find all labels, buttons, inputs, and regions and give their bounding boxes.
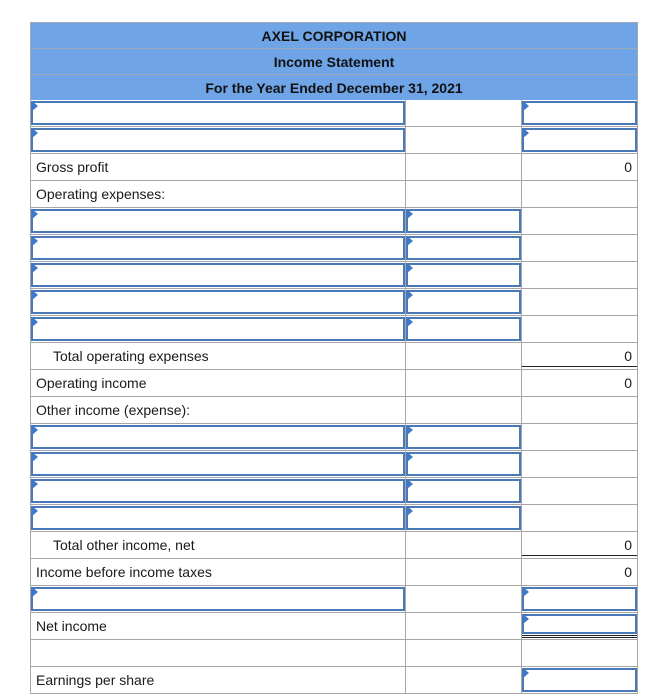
operating-expense-amount-input[interactable] [406, 317, 521, 341]
other-income-row [30, 451, 638, 478]
other-income-amount-input[interactable] [406, 506, 521, 530]
operating-expense-row [30, 289, 638, 316]
other-income-amount-input[interactable] [406, 452, 521, 476]
cost-amount-input[interactable] [522, 128, 637, 152]
spacer-row [30, 640, 638, 667]
operating-income-value: 0 [624, 375, 632, 391]
operating-expense-row [30, 208, 638, 235]
operating-income-row [30, 370, 638, 397]
gross-profit-value: 0 [624, 159, 632, 175]
total-operating-expenses-label: Total operating expenses [53, 348, 209, 364]
gross-profit-label: Gross profit [36, 159, 109, 175]
other-income-heading-row [30, 397, 638, 424]
other-income-amount-input[interactable] [406, 479, 521, 503]
statement-title: Income Statement [30, 48, 638, 74]
revenue-amount-input[interactable] [522, 101, 637, 125]
income-before-taxes-value: 0 [624, 564, 632, 580]
total-operating-expenses-value: 0 [624, 348, 632, 364]
revenue-label-input[interactable] [31, 101, 405, 125]
income-before-taxes-label: Income before income taxes [36, 564, 212, 580]
operating-expense-label-input[interactable] [31, 236, 405, 260]
revenue-input-row [30, 100, 638, 127]
other-income-row [30, 505, 638, 532]
net-income-row [30, 613, 638, 640]
total-operating-expenses-row [30, 343, 638, 370]
operating-expense-row [30, 316, 638, 343]
eps-label: Earnings per share [36, 672, 155, 688]
eps-row [30, 667, 638, 694]
total-other-income-value: 0 [624, 537, 632, 553]
operating-expense-label-input[interactable] [31, 290, 405, 314]
income-before-taxes-row [30, 559, 638, 586]
income-tax-row [30, 586, 638, 613]
operating-expense-row [30, 262, 638, 289]
operating-expense-amount-input[interactable] [406, 209, 521, 233]
net-income-amount-input[interactable] [522, 614, 637, 634]
operating-expenses-heading-row [30, 181, 638, 208]
other-income-label: Other income (expense): [36, 402, 191, 418]
company-name: AXEL CORPORATION [30, 22, 638, 48]
net-income-label: Net income [36, 618, 107, 634]
operating-expense-label-input[interactable] [31, 317, 405, 341]
operating-expense-amount-input[interactable] [406, 236, 521, 260]
statement-period: For the Year Ended December 31, 2021 [30, 74, 638, 100]
total-other-income-row [30, 532, 638, 559]
other-income-label-input[interactable] [31, 479, 405, 503]
subtotal-underline [522, 555, 637, 556]
total-double-underline [522, 635, 637, 638]
income-tax-amount-input[interactable] [522, 587, 637, 611]
cost-input-row [30, 127, 638, 154]
operating-expense-amount-input[interactable] [406, 290, 521, 314]
cost-label-input[interactable] [31, 128, 405, 152]
operating-expense-label-input[interactable] [31, 263, 405, 287]
other-income-row [30, 424, 638, 451]
total-other-income-label: Total other income, net [53, 537, 195, 553]
operating-expense-amount-input[interactable] [406, 263, 521, 287]
eps-amount-input[interactable] [522, 668, 637, 692]
other-income-row [30, 478, 638, 505]
operating-expenses-label: Operating expenses: [36, 186, 166, 202]
other-income-label-input[interactable] [31, 425, 405, 449]
subtotal-underline [522, 366, 637, 367]
operating-expense-label-input[interactable] [31, 209, 405, 233]
operating-expense-row [30, 235, 638, 262]
other-income-label-input[interactable] [31, 452, 405, 476]
gross-profit-row [30, 154, 638, 181]
income-statement-table [30, 22, 638, 694]
other-income-label-input[interactable] [31, 506, 405, 530]
other-income-amount-input[interactable] [406, 425, 521, 449]
income-tax-label-input[interactable] [31, 587, 405, 611]
operating-income-label: Operating income [36, 375, 147, 391]
